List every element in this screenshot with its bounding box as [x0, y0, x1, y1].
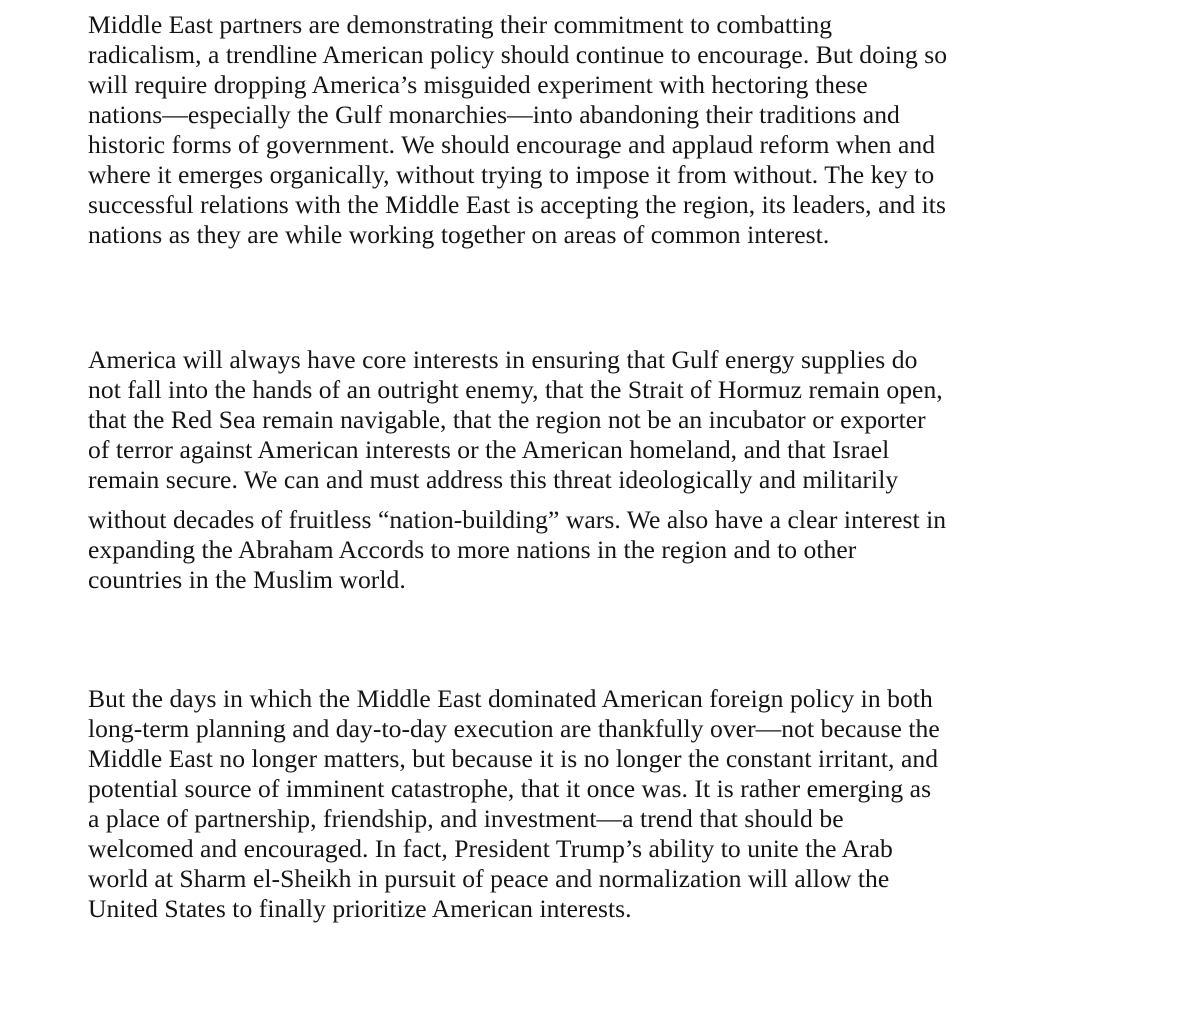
text-line: But the days in which the Middle East dominated American foreign policy in both — [88, 684, 933, 713]
text-line: of terror against American interests or the American homeland, and that Israel — [88, 435, 890, 464]
text-line: United States to finally prioritize American interests. — [88, 894, 632, 923]
text-line: nations—especially the Gulf monarchies—into abandoning their traditions and — [88, 100, 900, 129]
text-line: America will always have core interests in ensuring that Gulf energy supplies do — [88, 345, 918, 374]
text-line: not fall into the hands of an outright enemy, that the Strait of Hormuz remain open, — [88, 375, 943, 404]
paragraph-1 — [88, 10, 947, 250]
text-line: without decades of fruitless “nation-building” wars. We also have a clear interest in — [88, 505, 947, 534]
text-line: where it emerges organically, without trying to impose it from without. The key to — [88, 160, 935, 189]
text-line: Middle East partners are demonstrating their commitment to combatting — [88, 10, 833, 39]
text-line: long-term planning and day-to-day execution are thankfully over—not because the — [88, 714, 940, 743]
text-line: welcomed and encouraged. In fact, President Trump’s ability to unite the Arab — [88, 834, 893, 863]
text-line: countries in the Muslim world. — [88, 565, 406, 594]
text-line: nations as they are while working together on areas of common interest. — [88, 220, 830, 249]
paragraph-2 — [88, 345, 946, 595]
text-line: a place of partnership, friendship, and investment—a trend that should be — [88, 804, 844, 833]
text-line: remain secure. We can and must address this threat ideologically and militarily — [88, 465, 899, 494]
text-line: will require dropping America’s misguided experiment with hectoring these — [88, 70, 868, 99]
text-line: successful relations with the Middle East is accepting the region, its leaders, and its — [88, 190, 946, 219]
text-line: radicalism, a trendline American policy should continue to encourage. But doing so — [88, 40, 948, 69]
text-line: world at Sharm el-Sheikh in pursuit of peace and normalization will allow the — [88, 864, 890, 893]
text-line: expanding the Abraham Accords to more nations in the region and to other — [88, 535, 857, 564]
text-line: historic forms of government. We should encourage and applaud reform when and — [88, 130, 936, 159]
text-line: that the Red Sea remain navigable, that the region not be an incubator or exporter — [88, 405, 926, 434]
paragraph-3 — [88, 684, 940, 924]
text-line: Middle East no longer matters, but because it is no longer the constant irritant, and — [88, 744, 939, 773]
text-line: potential source of imminent catastrophe, that it once was. It is rather emerging as — [88, 774, 932, 803]
